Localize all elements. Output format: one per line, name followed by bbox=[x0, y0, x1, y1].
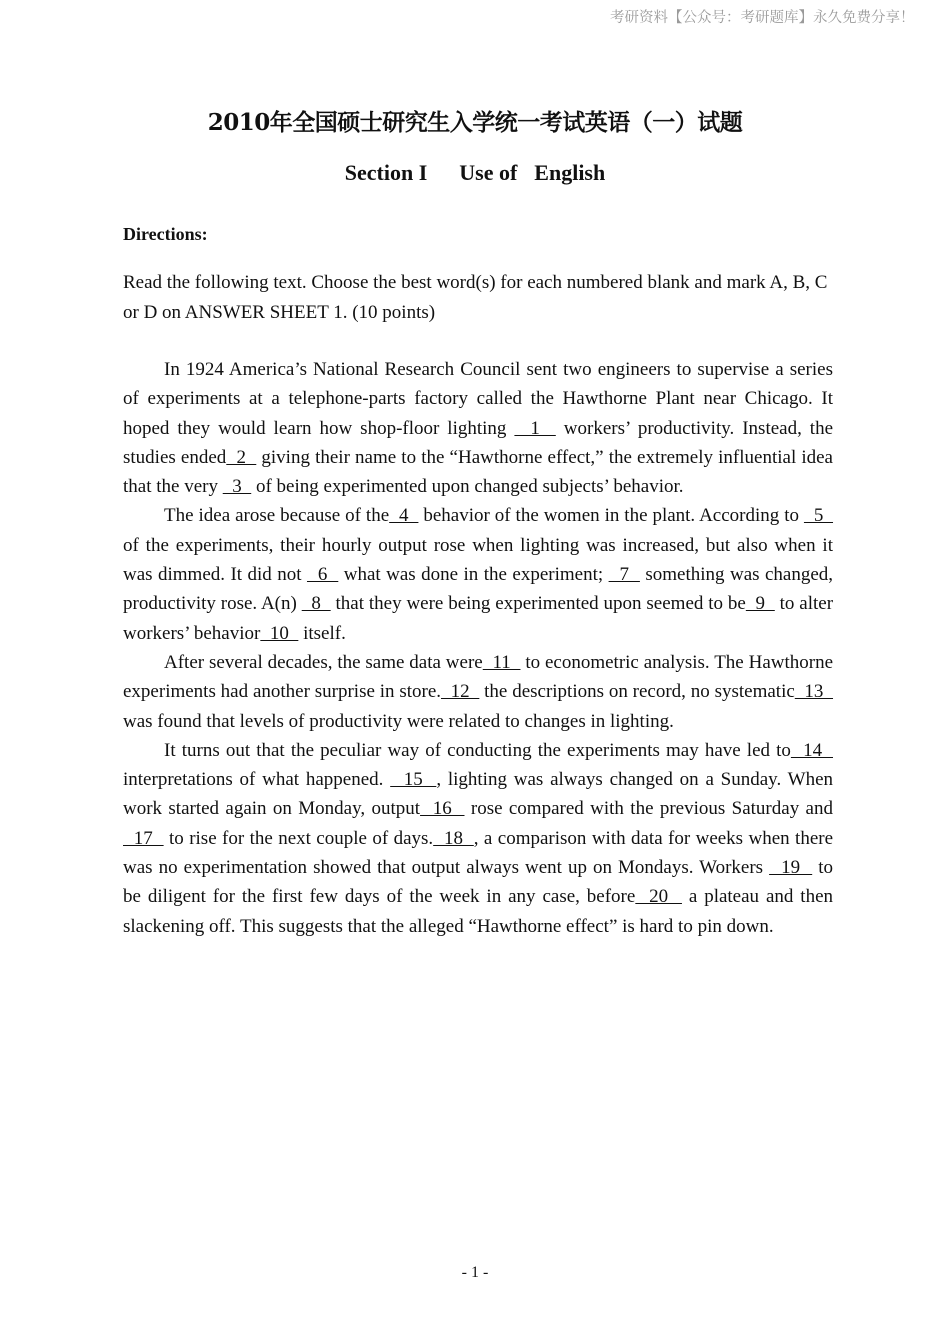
blank-7: 7 bbox=[608, 564, 640, 586]
blank-12: 12 bbox=[441, 681, 480, 703]
blank-3: 3 bbox=[222, 476, 252, 498]
blank-16: 16 bbox=[420, 798, 465, 820]
passage-paragraph-3: After several decades, the same data were 11 to econometric analysis. The Hawthorne experiments had another surprise in store. 12 the descriptions on record, no systematic 13 was found that levels of productivity were related to changes in lighting. bbox=[123, 651, 834, 732]
cloze-passage bbox=[123, 355, 833, 941]
blank-17: 17 bbox=[123, 827, 164, 849]
section-label: Section I bbox=[344, 160, 428, 185]
watermark-text: 考研资料【公众号：考研题库】永久免费分享！ bbox=[610, 10, 915, 26]
blank-19: 19 bbox=[769, 857, 813, 879]
section-heading bbox=[0, 160, 950, 186]
blank-20: 20 bbox=[635, 886, 682, 908]
blank-13: 13 bbox=[794, 681, 834, 703]
passage-paragraph-2: The idea arose because of the 4 behavior of the women in the plant. According to 5 of the experiments, their hourly output rose when lighting was increased, but also when it was dimmed. It did not 6 what was done in the experiment; 7 something was changed, productivity rose. A(n) 8 that they were being experimented upon seemed to be 9 to alter workers’ behavior 10 itself. bbox=[123, 505, 834, 644]
page-number: - 1 - bbox=[461, 1264, 489, 1281]
blank-14: 14 bbox=[790, 739, 833, 761]
blank-6: 6 bbox=[306, 564, 339, 586]
directions-label: Directions: bbox=[123, 224, 208, 244]
instructions-text: Read the following text. Choose the best word(s) for each numbered blank and mark A, B, C or D on ANSWER SHEET 1. (10 points) bbox=[123, 272, 828, 323]
blank-2: 2 bbox=[226, 446, 257, 468]
blank-18: 18 bbox=[433, 827, 474, 849]
blank-11: 11 bbox=[482, 651, 521, 673]
blank-1: 1 bbox=[514, 417, 556, 439]
page-title: 2010年全国硕士研究生入学统一考试英语（一）试题 bbox=[207, 109, 743, 136]
blank-4: 4 bbox=[389, 505, 419, 527]
passage-paragraph-1: In 1924 America’s National Research Council sent two engineers to supervise a series of experiments at a telephone-parts factory called the Hawthorne Plant near Chicago. It hoped they would learn how shop-floor lighting 1 workers’ productivity. Instead, the studies ended 2 giving their name to the “Hawthorne effect,” the extremely influential idea that the very 3 of being experimented upon changed subjects’ behavior. bbox=[123, 359, 834, 498]
blank-8: 8 bbox=[301, 593, 331, 615]
blank-15: 15 bbox=[390, 769, 437, 791]
blank-9: 9 bbox=[745, 593, 775, 615]
passage-paragraph-4: It turns out that the peculiar way of conducting the experiments may have led to 14 interpretations of what happened. 15 , lighting was always changed on a Sunday. When work started again on Monday, output 16 rose compared with the previous Saturday and 17 to rise for the next couple of days. 18 , a comparison with data for weeks when there was no experimentation showed that output always went up on Mondays. Workers 19 to be diligent for the first few days of the week in any case, before 20 a plateau and then slackening off. This suggests that the alleged “Hawthorne effect” is hard to pin down. bbox=[123, 739, 834, 937]
blank-10: 10 bbox=[260, 622, 299, 644]
blank-5: 5 bbox=[803, 505, 834, 527]
section-name-part1: Use of bbox=[459, 160, 518, 185]
section-name-part2: English bbox=[534, 160, 606, 185]
